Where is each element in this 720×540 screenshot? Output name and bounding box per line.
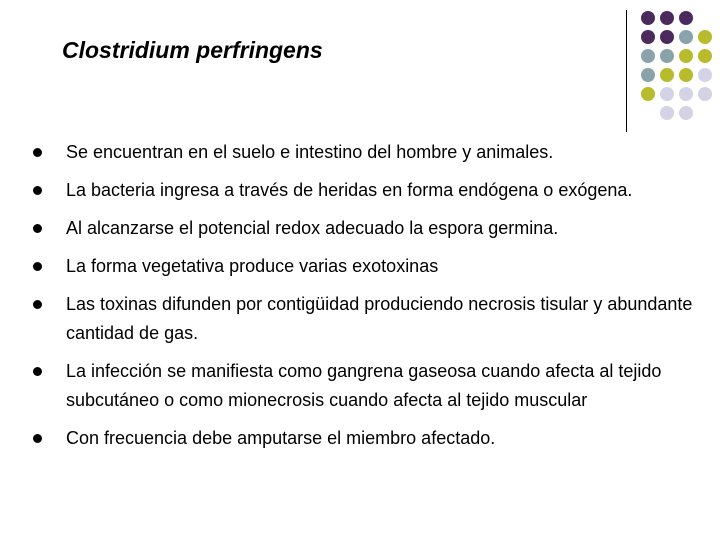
- bullet-dot-icon: [33, 262, 42, 271]
- bullet-dot-icon: [33, 148, 42, 157]
- bullet-text: La forma vegetativa produce varias exotoxinas: [66, 256, 439, 276]
- decorative-dot: [679, 106, 693, 120]
- decorative-dot: [698, 30, 712, 44]
- decorative-dot: [679, 87, 693, 101]
- decorative-dot: [641, 11, 655, 25]
- bullet-dot-icon: [33, 300, 42, 309]
- decorative-dot: [660, 30, 674, 44]
- decorative-dot: [679, 68, 693, 82]
- bullet-text: Se encuentran en el suelo e intestino del hombre y animales.: [66, 142, 554, 162]
- decorative-dot: [698, 68, 712, 82]
- decorative-dot: [679, 49, 693, 63]
- bullet-text: La bacteria ingresa a través de heridas en forma endógena o exógena.: [66, 180, 633, 200]
- decorative-dot: [660, 87, 674, 101]
- bullet-dot-icon: [33, 367, 42, 376]
- decorative-dot: [698, 87, 712, 101]
- decorative-dot: [641, 87, 655, 101]
- decorative-dot: [660, 11, 674, 25]
- decorative-dot: [641, 30, 655, 44]
- bullet-item: [33, 138, 693, 167]
- decorative-dot: [679, 30, 693, 44]
- bullet-item: [33, 214, 693, 243]
- bullet-text: La infección se manifiesta como gangrena gaseosa cuando afecta al tejido subcutáneo o como mionecrosis cuando afecta al tejido muscular: [66, 361, 662, 410]
- bullet-text: Las toxinas difunden por contigüidad produciendo necrosis tisular y abundante cantidad de gas.: [66, 294, 693, 343]
- bullet-dot-icon: [33, 434, 42, 443]
- decorative-dot: [641, 49, 655, 63]
- bullet-item: [33, 357, 693, 415]
- decorative-dot-grid: [0, 0, 720, 140]
- bullet-item: [33, 252, 693, 281]
- bullet-text: Con frecuencia debe amputarse el miembro afectado.: [66, 428, 496, 448]
- bullet-item: [33, 290, 693, 348]
- slide-title: Clostridium perfringens: [62, 37, 323, 63]
- decorative-dot: [660, 106, 674, 120]
- decorative-dot: [679, 11, 693, 25]
- bullet-text: Al alcanzarse el potencial redox adecuado la espora germina.: [66, 218, 559, 238]
- bullet-item: [33, 176, 693, 205]
- bullet-item: [33, 424, 693, 453]
- bullet-list: [33, 138, 693, 462]
- decorative-dot: [641, 68, 655, 82]
- bullet-dot-icon: [33, 224, 42, 233]
- decorative-dot: [660, 68, 674, 82]
- decorative-dot: [698, 49, 712, 63]
- bullet-dot-icon: [33, 186, 42, 195]
- decorative-dot: [660, 49, 674, 63]
